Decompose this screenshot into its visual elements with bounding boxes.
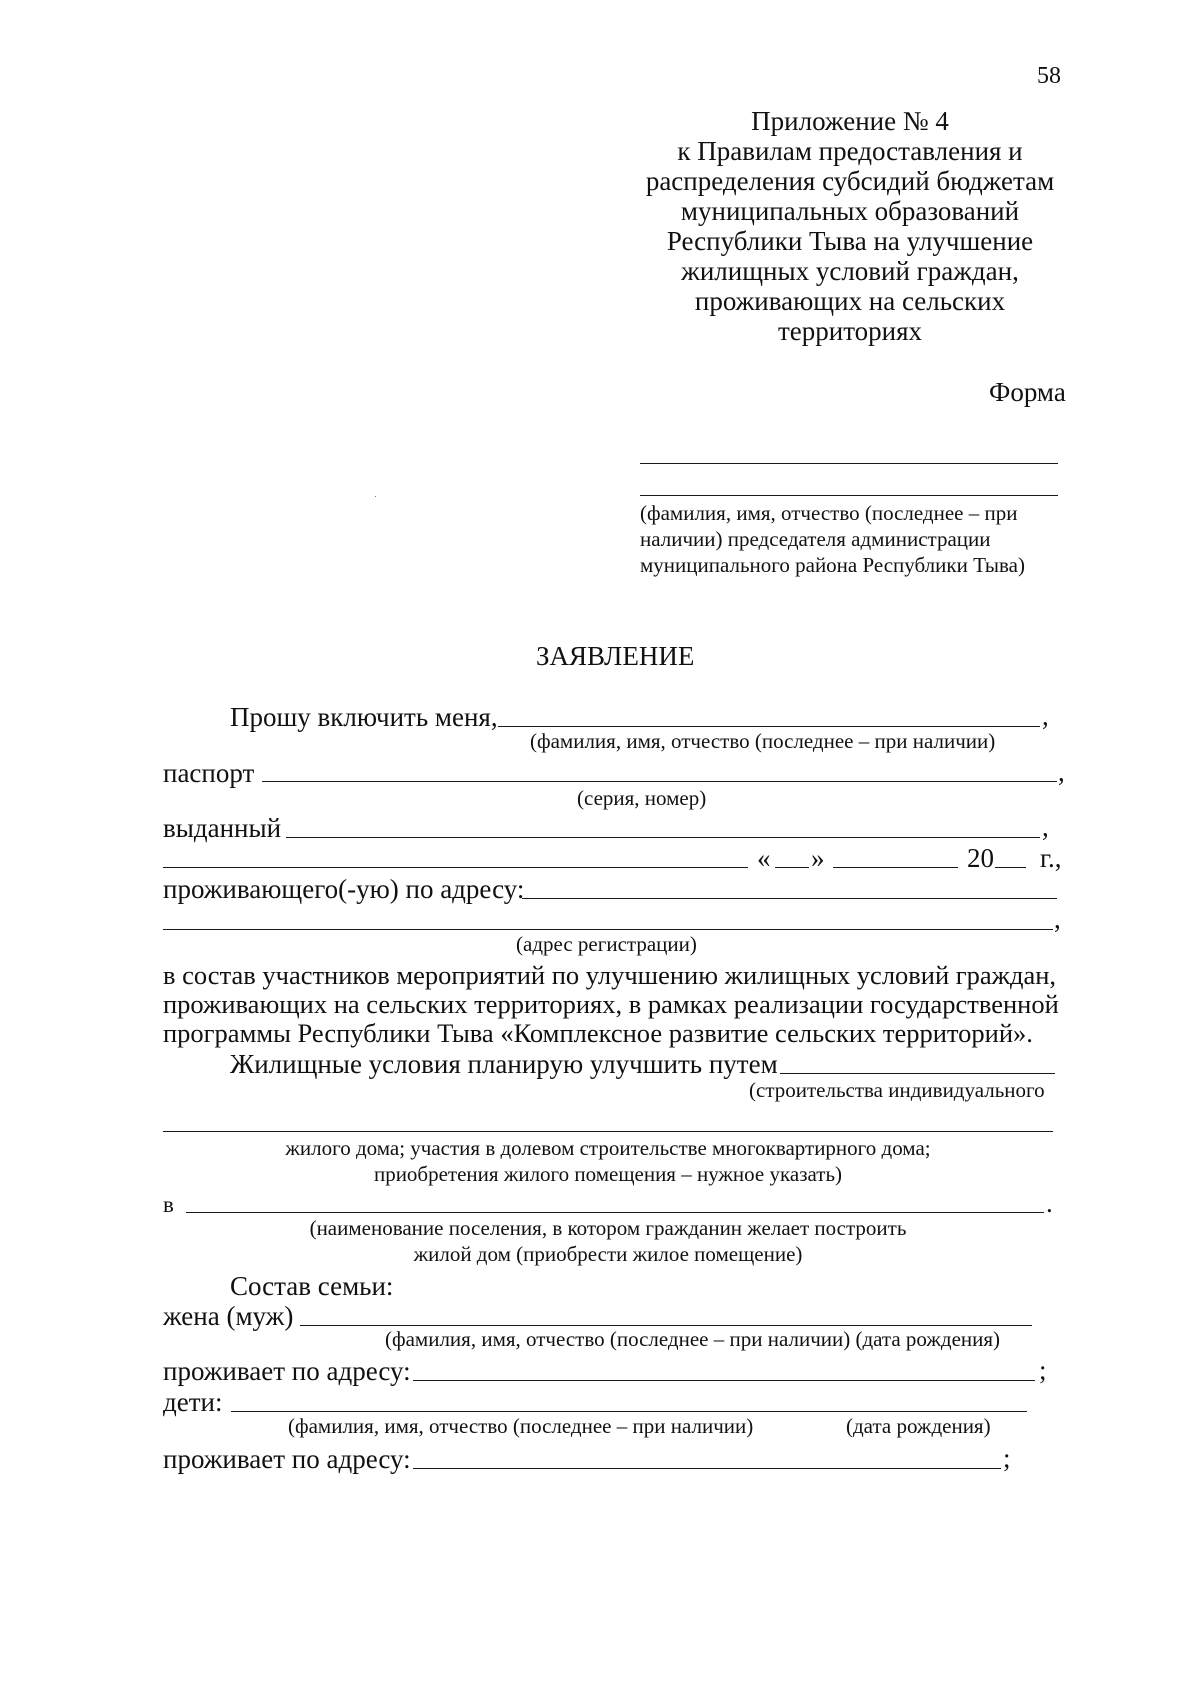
residence-label: проживающего(-ую) по адресу: bbox=[163, 874, 525, 904]
spouse-caption: (фамилия, имя, отчество (последнее – при наличии) (дата рождения) bbox=[385, 1327, 1001, 1351]
issue-day-field[interactable] bbox=[775, 867, 809, 868]
applicant-fio-field[interactable] bbox=[498, 726, 1040, 727]
addressee-line-2[interactable] bbox=[640, 495, 1058, 496]
passport-label: паспорт bbox=[163, 758, 255, 788]
appendix-number: Приложение № 4 bbox=[751, 106, 949, 136]
improve-label: Жилищные условия планирую улучшить путем bbox=[230, 1049, 778, 1079]
appendix-line: распределения субсидий бюджетам bbox=[645, 166, 1055, 196]
comma: , bbox=[1042, 701, 1049, 731]
appendix-line: муниципальных образований bbox=[680, 196, 1020, 226]
addressee-caption: (фамилия, имя, отчество (последнее – при bbox=[640, 501, 1018, 525]
appendix-line: Республики Тыва на улучшение bbox=[666, 226, 1034, 256]
period: . bbox=[1046, 1188, 1053, 1218]
year-suffix: г., bbox=[1040, 843, 1062, 873]
year-prefix: 20 bbox=[967, 843, 994, 873]
body-line: программы Республики Тыва «Комплексное развитие сельских территорий». bbox=[163, 1018, 1033, 1048]
addressee-caption: муниципального района Республики Тыва) bbox=[640, 553, 1025, 577]
improvement-method-continuation-field[interactable] bbox=[163, 1131, 1053, 1132]
method-caption: жилого дома; участия в долевом строительстве многоквартирного дома; bbox=[285, 1136, 931, 1160]
issue-year-field[interactable] bbox=[995, 867, 1026, 868]
comma: , bbox=[1054, 904, 1061, 934]
children-label: дети: bbox=[163, 1387, 223, 1417]
settlement-caption: жилой дом (приобрести жилое помещение) bbox=[413, 1242, 803, 1266]
comma: , bbox=[1042, 812, 1049, 842]
page-number: 58 bbox=[1037, 63, 1061, 89]
spouse-field[interactable] bbox=[300, 1325, 1032, 1326]
comma: , bbox=[1058, 757, 1065, 787]
appendix-line: проживающих на сельских bbox=[694, 286, 1006, 316]
children-field[interactable] bbox=[231, 1411, 1027, 1412]
residence-address-continuation-field[interactable] bbox=[163, 929, 1053, 930]
method-caption: (строительства индивидуального bbox=[749, 1078, 1045, 1102]
document-title: ЗАЯВЛЕНИЕ bbox=[536, 641, 695, 671]
appendix-line: к Правилам предоставления и bbox=[677, 136, 1023, 166]
children-dob-caption: (дата рождения) bbox=[846, 1414, 991, 1438]
improvement-method-field[interactable] bbox=[780, 1073, 1055, 1074]
children-address-label: проживает по адресу: bbox=[163, 1444, 411, 1474]
issue-month-field[interactable] bbox=[833, 867, 958, 868]
passport-caption: (серия, номер) bbox=[577, 786, 707, 810]
spouse-label: жена (муж) bbox=[163, 1301, 294, 1331]
addressee-caption: наличии) председателя администрации bbox=[640, 527, 991, 551]
issued-label: выданный bbox=[163, 813, 282, 843]
semicolon: ; bbox=[1003, 1443, 1011, 1473]
issued-by-continuation-field[interactable] bbox=[163, 867, 748, 868]
settlement-field[interactable] bbox=[186, 1212, 1044, 1213]
semicolon: ; bbox=[1039, 1355, 1047, 1385]
scan-speck bbox=[375, 496, 376, 497]
passport-field[interactable] bbox=[262, 781, 1057, 782]
body-line: проживающих на сельских территориях, в рамках реализации государственной bbox=[163, 989, 1059, 1019]
applicant-fio-caption: (фамилия, имя, отчество (последнее – при наличии) bbox=[530, 729, 996, 753]
spouse-address-field[interactable] bbox=[413, 1380, 1035, 1381]
issued-by-field[interactable] bbox=[286, 837, 1040, 838]
residence-address-field[interactable] bbox=[522, 898, 1057, 899]
appendix-line: территориях bbox=[777, 316, 923, 346]
date-close-quote: » bbox=[811, 843, 825, 873]
request-label: Прошу включить меня, bbox=[230, 702, 498, 732]
settlement-caption: (наименование поселения, в котором гражданин желает построить bbox=[309, 1216, 907, 1240]
children-address-field[interactable] bbox=[413, 1468, 1001, 1469]
form-label: Форма bbox=[989, 377, 1066, 407]
body-line: в состав участников мероприятий по улучшению жилищных условий граждан, bbox=[163, 960, 1057, 990]
family-heading: Состав семьи: bbox=[230, 1271, 394, 1301]
children-fio-caption: (фамилия, имя, отчество (последнее – при наличии) bbox=[288, 1414, 754, 1438]
address-caption: (адрес регистрации) bbox=[516, 932, 697, 956]
location-prefix: в bbox=[163, 1192, 174, 1217]
appendix-line: жилищных условий граждан, bbox=[681, 256, 1019, 286]
addressee-line-1[interactable] bbox=[640, 463, 1058, 464]
date-open-quote: « bbox=[757, 843, 771, 873]
spouse-address-label: проживает по адресу: bbox=[163, 1356, 411, 1386]
method-caption: приобретения жилого помещения – нужное указать) bbox=[373, 1162, 843, 1186]
